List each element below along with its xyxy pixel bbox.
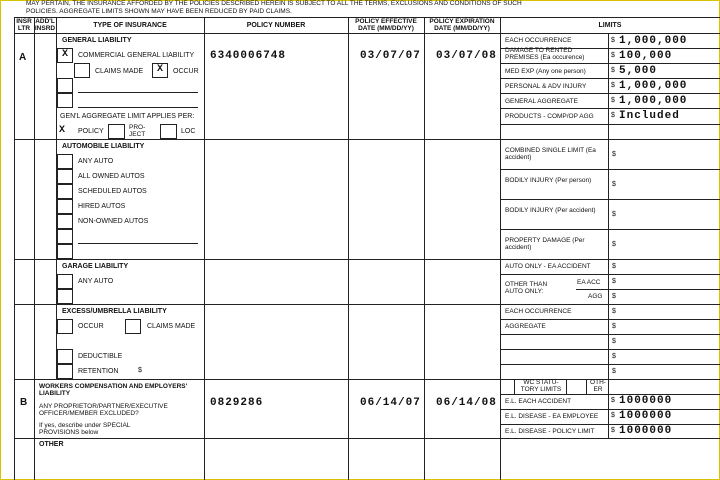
workers-comp-title: WORKERS COMPENSATION AND EMPLOYERS' LIABILITY <box>39 383 188 397</box>
dollar-sign: $ <box>611 112 615 119</box>
excess-aggregate-label: AGGREGATE <box>505 323 546 330</box>
project-label: PRO- JECT <box>129 124 146 138</box>
workers-effective-date: 06/14/07 <box>360 397 421 409</box>
dollar-sign: $ <box>612 151 616 158</box>
limit-each-occurrence-value: 1,000,000 <box>619 35 688 47</box>
el-disease-policy-value: 1000000 <box>619 425 673 437</box>
header-limits: LIMITS <box>598 22 622 29</box>
header-policy-number: POLICY NUMBER <box>246 22 306 29</box>
workers-expiration-date: 06/14/08 <box>436 397 497 409</box>
excess-liability-title: EXCESS/UMBRELLA LIABILITY <box>62 308 167 315</box>
auto-only-label: AUTO ONLY - EA ACCIDENT <box>505 263 591 270</box>
garage-any-auto-label: ANY AUTO <box>78 278 114 285</box>
el-each-accident-label: E.L. EACH ACCIDENT <box>505 398 572 405</box>
non-owned-autos-checkbox[interactable] <box>57 214 73 229</box>
el-disease-employee-value: 1000000 <box>619 410 673 422</box>
policy-label: POLICY <box>78 128 104 135</box>
deductible-label: DEDUCTIBLE <box>78 353 123 360</box>
header-expiration-date: POLICY EXPIRATION DATE (MM/DD/YY) <box>429 18 495 32</box>
dollar-sign: $ <box>611 52 615 59</box>
dollar-sign: $ <box>611 37 615 44</box>
header-insr-ltr: INSR LTR <box>16 18 32 32</box>
excess-each-occurrence-label: EACH OCCURRENCE <box>505 308 572 315</box>
dollar-sign: $ <box>612 323 616 330</box>
any-auto-label: ANY AUTO <box>78 158 114 165</box>
loc-checkbox[interactable] <box>160 124 177 139</box>
dollar-sign: $ <box>611 427 615 434</box>
limit-personal-adv-label: PERSONAL & ADV INJURY <box>505 83 587 90</box>
dollar-sign: $ <box>612 308 616 315</box>
scheduled-autos-checkbox[interactable] <box>57 184 73 199</box>
all-owned-autos-label: ALL OWNED AUTOS <box>78 173 145 180</box>
dollar-sign: $ <box>612 181 616 188</box>
el-disease-policy-label: E.L. DISEASE - POLICY LIMIT <box>505 428 595 435</box>
bodily-injury-accident-label: BODILY INJURY (Per accident) <box>505 207 596 214</box>
any-auto-checkbox[interactable] <box>57 154 73 169</box>
loc-label: LOC <box>181 128 196 135</box>
garage-liability-title: GARAGE LIABILITY <box>62 263 129 270</box>
dollar-sign: $ <box>612 293 616 300</box>
claims-made-checkbox[interactable] <box>74 63 90 78</box>
limit-each-occurrence-label: EACH OCCURRENCE <box>505 37 572 44</box>
general-expiration-date: 03/07/08 <box>436 50 497 62</box>
general-blank-checkbox-1[interactable] <box>57 78 73 93</box>
policy-checkbox[interactable]: X <box>59 125 67 136</box>
project-checkbox[interactable] <box>108 124 125 139</box>
occur-label: OCCUR <box>173 68 199 75</box>
dollar-sign: $ <box>612 211 616 218</box>
el-each-accident-value: 1000000 <box>619 395 673 407</box>
wc-statutory-label: WC STATU- TORY LIMITS <box>520 379 562 393</box>
retention-dollar: $ <box>138 367 142 374</box>
el-disease-employee-label: E.L. DISEASE - EA EMPLOYEE <box>505 413 599 420</box>
dollar-sign: $ <box>611 397 615 404</box>
general-policy-number: 6340006748 <box>210 50 287 62</box>
occur-checkbox[interactable]: X <box>152 63 168 78</box>
dollar-sign: $ <box>612 241 616 248</box>
limit-damage-rented-value: 100,000 <box>619 50 673 62</box>
oth-er-label: OTH- ER <box>590 379 606 393</box>
limit-med-exp-label: MED EXP (Any one person) <box>505 68 586 75</box>
claims-made-label: CLAIMS MADE <box>95 68 144 75</box>
commercial-general-label: COMMERCIAL GENERAL LIABILITY <box>78 52 195 59</box>
excess-occur-label: OCCUR <box>78 323 104 330</box>
proprietor-excluded-label: ANY PROPRIETOR/PARTNER/EXECUTIVE OFFICER/MEMBER EXCLUDED? <box>39 403 168 417</box>
aggregate-applies-label: GEN'L AGGREGATE LIMIT APPLIES PER: <box>60 113 195 120</box>
header-addl-insrd: ADD'L INSRD <box>34 18 56 32</box>
general-effective-date: 03/07/07 <box>360 50 421 62</box>
limit-damage-rented-label: DAMAGE TO RENTED PREMISES (Ea occurence) <box>505 47 585 61</box>
non-owned-autos-label: NON-OWNED AUTOS <box>78 218 149 225</box>
limit-products-value: Included <box>619 110 680 122</box>
excess-claims-made-label: CLAIMS MADE <box>147 323 196 330</box>
general-insr-ltr: A <box>19 52 27 63</box>
dollar-sign: $ <box>612 353 616 360</box>
deductible-checkbox[interactable] <box>57 349 73 364</box>
limit-general-aggregate-value: 1,000,000 <box>619 95 688 107</box>
general-blank-checkbox-2[interactable] <box>57 93 73 108</box>
workers-policy-number: 0829286 <box>210 397 264 409</box>
limit-general-aggregate-label: GENERAL AGGREGATE <box>505 98 578 105</box>
ea-acc-label: EA ACC <box>577 279 601 286</box>
excess-occur-checkbox[interactable] <box>57 319 73 334</box>
limit-personal-adv-value: 1,000,000 <box>619 80 688 92</box>
agg-label: AGG <box>588 293 603 300</box>
excess-claims-made-checkbox[interactable] <box>125 319 141 334</box>
combined-single-limit-label: COMBINED SINGLE LIMIT (Ea accident) <box>505 147 596 161</box>
if-yes-label: If yes, describe under SPECIAL PROVISIONS below <box>39 422 131 436</box>
dollar-sign: $ <box>612 263 616 270</box>
dollar-sign: $ <box>612 338 616 345</box>
dollar-sign: $ <box>611 82 615 89</box>
retention-label: RETENTION <box>78 368 119 375</box>
dollar-sign: $ <box>611 67 615 74</box>
dollar-sign: $ <box>612 278 616 285</box>
limit-med-exp-value: 5,000 <box>619 65 658 77</box>
dollar-sign: $ <box>612 368 616 375</box>
garage-blank-checkbox[interactable] <box>57 289 73 304</box>
workers-insr-ltr: B <box>20 397 28 408</box>
auto-liability-title: AUTOMOBILE LIABILITY <box>62 143 145 150</box>
all-owned-autos-checkbox[interactable] <box>57 169 73 184</box>
general-liability-title: GENERAL LIABILITY <box>62 37 132 44</box>
scheduled-autos-label: SCHEDULED AUTOS <box>78 188 147 195</box>
garage-any-auto-checkbox[interactable] <box>57 274 73 289</box>
property-damage-label: PROPERTY DAMAGE (Per accident) <box>505 237 585 251</box>
auto-blank-checkbox-2[interactable] <box>57 244 73 259</box>
auto-blank-checkbox-1[interactable] <box>57 229 73 244</box>
retention-checkbox[interactable] <box>57 364 73 379</box>
commercial-general-checkbox[interactable]: X <box>57 48 73 63</box>
disclaimer-line-2: POLICIES. AGGREGATE LIMITS SHOWN MAY HAVE BEEN REDUCED BY PAID CLAIMS. <box>26 8 292 15</box>
limit-products-label: PRODUCTS - COMP/OP AGG <box>505 113 594 120</box>
bodily-injury-person-label: BODILY INJURY (Per person) <box>505 177 592 184</box>
header-effective-date: POLICY EFFECTIVE DATE (MM/DD/YY) <box>355 18 417 32</box>
other-title: OTHER <box>39 441 64 448</box>
hired-autos-checkbox[interactable] <box>57 199 73 214</box>
other-than-auto-label: OTHER THAN AUTO ONLY: <box>505 281 548 295</box>
hired-autos-label: HIRED AUTOS <box>78 203 126 210</box>
disclaimer-line-1: MAY PERTAIN, THE INSURANCE AFFORDED BY THE POLICIES DESCRIBED HEREIN IS SUBJECT TO ALL THE TERMS, EXCLUSIONS AND CONDITIONS OF SUCH <box>26 0 522 7</box>
dollar-sign: $ <box>611 412 615 419</box>
dollar-sign: $ <box>611 97 615 104</box>
header-type-of-insurance: TYPE OF INSURANCE <box>93 22 167 29</box>
